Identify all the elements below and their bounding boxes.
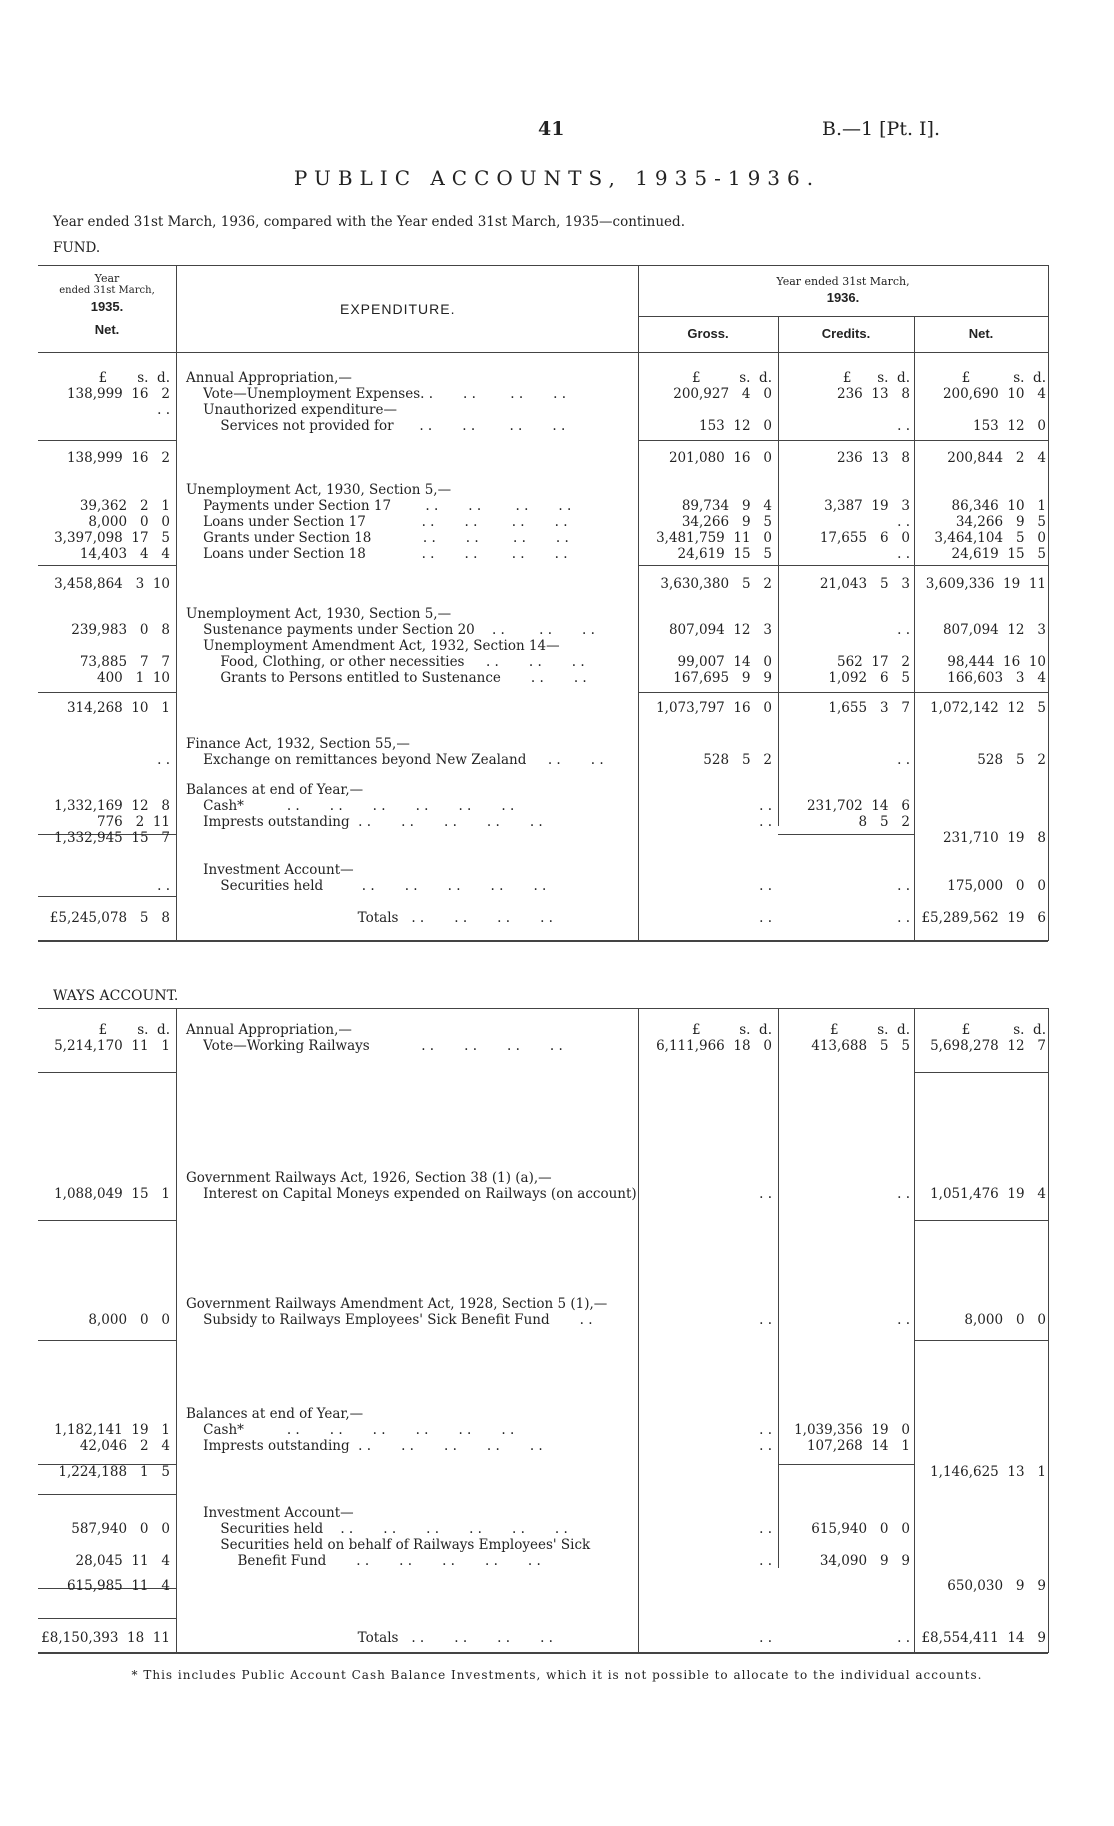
prev-year-net-cell: 1,332,945 15 7 xyxy=(54,830,170,846)
credits-cell: . . xyxy=(897,622,910,638)
credits-cell: 562 17 2 xyxy=(837,654,910,670)
net-cell xyxy=(918,638,1046,654)
ways-section-rule xyxy=(914,1072,1048,1073)
net-cell xyxy=(918,814,1046,830)
prev-year-net-cell: £ s. d. xyxy=(98,1022,170,1038)
gross-cell xyxy=(640,862,772,878)
credits-cell: 21,043 5 3 xyxy=(819,576,910,592)
expenditure-item: Grants to Persons entitled to Sustenance . . . . xyxy=(186,670,587,686)
prev-year-net-cell: 239,983 0 8 xyxy=(71,622,170,638)
expenditure-item: Unemployment Act, 1930, Section 5,— xyxy=(186,482,452,498)
credits-cell: 3,387 19 3 xyxy=(824,498,910,514)
fund-total-rule xyxy=(38,896,176,897)
credits-cell xyxy=(782,736,910,752)
credits-cell: 236 13 8 xyxy=(837,386,910,402)
gross-cell xyxy=(640,1505,772,1521)
credits-cell: 413,688 5 5 xyxy=(811,1038,910,1054)
net-cell: 807,094 12 3 xyxy=(942,622,1046,638)
expenditure-item: Imprests outstanding . . . . . . . . . . xyxy=(186,814,543,830)
header-net: Net. xyxy=(968,326,994,341)
expenditure-item: Government Railways Act, 1926, Section 38 (1) (a),— xyxy=(186,1170,552,1186)
gross-cell xyxy=(640,1537,772,1553)
prev-year-net-cell: 8,000 0 0 xyxy=(88,1312,170,1328)
prev-year-net-cell xyxy=(40,418,170,434)
ways-col-rule xyxy=(638,1008,639,1653)
net-cell: 200,844 2 4 xyxy=(947,450,1046,466)
net-cell: 34,266 9 5 xyxy=(955,514,1046,530)
net-cell xyxy=(918,1553,1046,1569)
gross-cell: 528 5 2 xyxy=(703,752,772,768)
expenditure-item: Securities held . . . . . . . . . . . . xyxy=(186,1521,568,1537)
net-cell: £ s. d. xyxy=(961,1022,1046,1038)
prev-year-net-cell xyxy=(40,1505,170,1521)
ways-col-rule xyxy=(778,1008,779,1568)
gross-cell xyxy=(640,782,772,798)
ways-label: WAYS ACCOUNT. xyxy=(53,988,179,1004)
net-cell xyxy=(918,736,1046,752)
expenditure-item: Unauthorized expenditure— xyxy=(186,402,397,418)
expenditure-item: Vote—Working Railways . . . . . . . . xyxy=(186,1038,563,1054)
net-cell xyxy=(918,862,1046,878)
net-cell: 5,698,278 12 7 xyxy=(930,1038,1046,1054)
gross-cell: £ s. d. xyxy=(692,370,772,386)
credits-cell: £ s. d. xyxy=(830,1022,910,1038)
credits-cell: 107,268 14 1 xyxy=(806,1438,910,1454)
expenditure-item: Investment Account— xyxy=(186,862,354,878)
net-cell xyxy=(918,1521,1046,1537)
net-cell xyxy=(918,1537,1046,1553)
credits-cell: 34,090 9 9 xyxy=(819,1553,910,1569)
fund-col-rule xyxy=(914,316,915,941)
gross-cell xyxy=(640,1406,772,1422)
footnote: * This includes Public Account Cash Balance Investments, which it is not possible to allocate to the individual accounts. xyxy=(131,1668,983,1682)
fund-subtotal-rule xyxy=(638,565,1048,566)
expenditure-item: Interest on Capital Moneys expended on Railways (on account) xyxy=(186,1186,637,1202)
gross-cell: . . xyxy=(759,1438,772,1454)
net-cell: 200,690 10 4 xyxy=(942,386,1046,402)
fund-subtotal-rule xyxy=(638,692,1048,693)
prev-year-net-cell xyxy=(40,638,170,654)
credits-cell: . . xyxy=(897,418,910,434)
ways-section-rule xyxy=(38,1220,176,1221)
net-cell: £8,554,411 14 9 xyxy=(921,1630,1046,1646)
gross-cell: 1,073,797 16 0 xyxy=(656,700,772,716)
expenditure-item: Totals . . . . . . . . xyxy=(186,1630,553,1646)
expenditure-item: Balances at end of Year,— xyxy=(186,1406,364,1422)
expenditure-item: Securities held on behalf of Railways Employees' Sick xyxy=(186,1537,591,1553)
credits-cell: . . xyxy=(897,752,910,768)
credits-cell xyxy=(782,482,910,498)
credits-cell: . . xyxy=(897,546,910,562)
expenditure-item: Services not provided for . . . . . . . . xyxy=(186,418,566,434)
prev-year-net-cell xyxy=(40,482,170,498)
credits-cell: . . xyxy=(897,878,910,894)
fund-col-rule xyxy=(778,316,779,826)
fund-col-rule xyxy=(1048,265,1049,941)
expenditure-item: Payments under Section 17 . . . . . . . . xyxy=(186,498,572,514)
prev-year-net-cell: 314,268 10 1 xyxy=(66,700,170,716)
ways-top-rule xyxy=(38,1008,1048,1009)
net-cell: £ s. d. xyxy=(961,370,1046,386)
gross-cell xyxy=(640,736,772,752)
prev-year-net-cell xyxy=(40,1170,170,1186)
gross-cell xyxy=(640,1464,772,1480)
prev-year-net-cell: £5,245,078 5 8 xyxy=(49,910,170,926)
fund-col-rule xyxy=(176,265,177,941)
credits-cell xyxy=(782,830,910,846)
gross-cell: 200,927 4 0 xyxy=(673,386,772,402)
net-cell xyxy=(918,1170,1046,1186)
fund-subtotal-rule xyxy=(638,440,1048,441)
fund-top-rule xyxy=(38,265,1048,266)
gross-cell xyxy=(640,1296,772,1312)
net-cell xyxy=(918,1296,1046,1312)
gross-cell: 3,630,380 5 2 xyxy=(660,576,772,592)
ways-section-rule xyxy=(38,1072,176,1073)
net-cell: 175,000 0 0 xyxy=(947,878,1046,894)
net-cell xyxy=(918,782,1046,798)
net-cell: 1,072,142 12 5 xyxy=(930,700,1046,716)
credits-cell: . . xyxy=(897,910,910,926)
net-cell: 3,609,336 19 11 xyxy=(925,576,1046,592)
gross-cell: 89,734 9 4 xyxy=(681,498,772,514)
net-cell xyxy=(918,1406,1046,1422)
prev-year-net-cell: 138,999 16 2 xyxy=(66,450,170,466)
credits-cell: . . xyxy=(897,1186,910,1202)
gross-cell: 6,111,966 18 0 xyxy=(656,1038,772,1054)
gross-cell xyxy=(640,402,772,418)
expenditure-item: Loans under Section 18 . . . . . . . . xyxy=(186,546,568,562)
net-cell: 24,619 15 5 xyxy=(951,546,1046,562)
credits-cell: 1,655 3 7 xyxy=(828,700,910,716)
expenditure-item: Food, Clothing, or other necessities . . . . . . xyxy=(186,654,585,670)
header-cur-year-date: 1936. xyxy=(826,290,860,305)
gross-cell xyxy=(640,606,772,622)
net-cell: 86,346 10 1 xyxy=(951,498,1046,514)
gross-cell xyxy=(640,638,772,654)
gross-cell xyxy=(640,830,772,846)
credits-cell xyxy=(782,638,910,654)
net-cell: 8,000 0 0 xyxy=(964,1312,1046,1328)
credits-cell xyxy=(782,1537,910,1553)
net-cell xyxy=(918,1505,1046,1521)
net-cell: 3,464,104 5 0 xyxy=(934,530,1046,546)
fund-subtotal-rule xyxy=(38,440,176,441)
gross-cell: 153 12 0 xyxy=(699,418,772,434)
gross-cell: 34,266 9 5 xyxy=(681,514,772,530)
net-cell: £5,289,562 19 6 xyxy=(921,910,1046,926)
credits-cell xyxy=(782,402,910,418)
prev-year-net-cell: 1,224,188 1 5 xyxy=(58,1464,170,1480)
prev-year-net-cell: £8,150,393 18 11 xyxy=(41,1630,170,1646)
prev-year-net-cell: 3,397,098 17 5 xyxy=(54,530,170,546)
credits-cell xyxy=(782,862,910,878)
net-cell: 231,710 19 8 xyxy=(942,830,1046,846)
net-cell: 166,603 3 4 xyxy=(947,670,1046,686)
credits-cell xyxy=(782,1464,910,1480)
expenditure-item: Grants under Section 18 . . . . . . . . xyxy=(186,530,569,546)
gross-cell xyxy=(640,1578,772,1594)
ways-col-rule xyxy=(1048,1008,1049,1653)
gross-cell xyxy=(640,482,772,498)
prev-year-net-cell: 73,885 7 7 xyxy=(79,654,170,670)
credits-cell: . . xyxy=(897,1312,910,1328)
prev-year-net-cell xyxy=(40,606,170,622)
gross-cell: . . xyxy=(759,1521,772,1537)
gross-cell: 24,619 15 5 xyxy=(677,546,772,562)
gross-cell: . . xyxy=(759,798,772,814)
net-cell: 650,030 9 9 xyxy=(947,1578,1046,1594)
prev-year-net-cell: 5,214,170 11 1 xyxy=(54,1038,170,1054)
prev-year-net-cell: . . xyxy=(157,878,170,894)
net-cell xyxy=(918,798,1046,814)
prev-year-net-cell: £ s. d. xyxy=(98,370,170,386)
prev-year-net-cell: 1,182,141 19 1 xyxy=(54,1422,170,1438)
gross-cell: . . xyxy=(759,814,772,830)
net-cell: 1,051,476 19 4 xyxy=(930,1186,1046,1202)
ways-section-rule xyxy=(914,1340,1048,1341)
header-credits: Credits. xyxy=(821,326,871,341)
credits-cell: 1,039,356 19 0 xyxy=(794,1422,910,1438)
fund-header-rule xyxy=(38,352,1048,353)
expenditure-item: Exchange on remittances beyond New Zealand . . . . xyxy=(186,752,604,768)
expenditure-item: Benefit Fund . . . . . . . . . . xyxy=(186,1553,541,1569)
fund-subheader-rule xyxy=(638,316,1048,317)
page-title: PUBLIC ACCOUNTS, 1935-1936. xyxy=(293,166,821,190)
expenditure-item: Annual Appropriation,— xyxy=(186,1022,352,1038)
prev-year-net-cell: 1,332,169 12 8 xyxy=(54,798,170,814)
ways-section-rule xyxy=(914,1220,1048,1221)
ways-col-rule xyxy=(176,1008,177,1653)
credits-cell: 231,702 14 6 xyxy=(806,798,910,814)
gross-cell: £ s. d. xyxy=(692,1022,772,1038)
credits-cell: £ s. d. xyxy=(842,370,910,386)
header-prev-year-date: 1935. xyxy=(90,299,124,314)
prev-year-net-cell xyxy=(40,1296,170,1312)
gross-cell: 201,080 16 0 xyxy=(668,450,772,466)
net-cell: 528 5 2 xyxy=(977,752,1046,768)
net-cell xyxy=(918,482,1046,498)
header-gross: Gross. xyxy=(687,326,729,341)
header-cur-year: Year ended 31st March, xyxy=(776,275,910,288)
net-cell xyxy=(918,1422,1046,1438)
prev-year-net-cell: 138,999 16 2 xyxy=(66,386,170,402)
prev-year-net-cell xyxy=(40,1406,170,1422)
page-reference: B.—1 [Pt. I]. xyxy=(822,118,940,140)
net-cell xyxy=(918,402,1046,418)
fund-bottom-rule xyxy=(38,940,1048,942)
expenditure-item: Government Railways Amendment Act, 1928, Section 5 (1),— xyxy=(186,1296,608,1312)
ways-subtotal-rule xyxy=(38,1494,176,1495)
header-prev-year: Year xyxy=(94,272,120,285)
net-cell: 1,146,625 13 1 xyxy=(930,1464,1046,1480)
ways-col-rule xyxy=(914,1008,915,1653)
prev-year-net-cell: 776 2 11 xyxy=(97,814,170,830)
expenditure-item: Unemployment Act, 1930, Section 5,— xyxy=(186,606,452,622)
credits-cell: . . xyxy=(897,1630,910,1646)
prev-year-net-cell: . . xyxy=(157,402,170,418)
gross-cell: . . xyxy=(759,1553,772,1569)
prev-year-net-cell: 587,940 0 0 xyxy=(71,1521,170,1537)
header-expenditure: EXPENDITURE. xyxy=(340,301,456,317)
credits-cell: . . xyxy=(897,514,910,530)
prev-year-net-cell xyxy=(40,862,170,878)
prev-year-net-cell: 615,985 11 4 xyxy=(66,1578,170,1594)
expenditure-item: Imprests outstanding . . . . . . . . . . xyxy=(186,1438,543,1454)
expenditure-item: Securities held . . . . . . . . . . xyxy=(186,878,547,894)
prev-year-net-cell: 42,046 2 4 xyxy=(79,1438,170,1454)
expenditure-item: Cash* . . . . . . . . . . . . xyxy=(186,1422,515,1438)
expenditure-item: Finance Act, 1932, Section 55,— xyxy=(186,736,410,752)
credits-cell xyxy=(782,782,910,798)
prev-year-net-cell: 28,045 11 4 xyxy=(75,1553,170,1569)
prev-year-net-cell: 39,362 2 1 xyxy=(79,498,170,514)
net-cell xyxy=(918,1438,1046,1454)
gross-cell: 807,094 12 3 xyxy=(668,622,772,638)
credits-cell: 17,655 6 0 xyxy=(819,530,910,546)
credits-cell xyxy=(782,1578,910,1594)
header-prev-year-ended: ended 31st March, xyxy=(59,285,155,296)
gross-cell: . . xyxy=(759,1312,772,1328)
prev-year-net-cell: 1,088,049 15 1 xyxy=(54,1186,170,1202)
expenditure-item: Totals . . . . . . . . xyxy=(186,910,553,926)
credits-cell: 8 5 2 xyxy=(858,814,910,830)
page-number: 41 xyxy=(538,118,565,140)
gross-cell: . . xyxy=(759,1630,772,1646)
prev-year-net-cell xyxy=(40,736,170,752)
prev-year-net-cell xyxy=(40,782,170,798)
prev-year-net-cell: 8,000 0 0 xyxy=(88,514,170,530)
prev-year-net-cell: 400 1 10 xyxy=(97,670,170,686)
fund-col-rule xyxy=(638,265,639,941)
fund-subtotal-rule xyxy=(38,692,176,693)
gross-cell: 3,481,759 11 0 xyxy=(656,530,772,546)
fund-label: FUND. xyxy=(53,240,101,256)
expenditure-item: Cash* . . . . . . . . . . . . xyxy=(186,798,515,814)
ways-subtotal-rule xyxy=(38,1618,176,1619)
credits-cell: 1,092 6 5 xyxy=(828,670,910,686)
gross-cell xyxy=(640,1170,772,1186)
expenditure-item: Balances at end of Year,— xyxy=(186,782,364,798)
prev-year-net-cell xyxy=(40,1537,170,1553)
prev-year-net-cell: 14,403 4 4 xyxy=(79,546,170,562)
gross-cell: 99,007 14 0 xyxy=(677,654,772,670)
credits-cell xyxy=(782,1505,910,1521)
net-cell: 153 12 0 xyxy=(973,418,1046,434)
expenditure-item: Loans under Section 17 . . . . . . . . xyxy=(186,514,568,530)
credits-cell xyxy=(782,1406,910,1422)
expenditure-item: Unemployment Amendment Act, 1932, Section 14— xyxy=(186,638,560,654)
credits-cell xyxy=(782,1296,910,1312)
credits-cell: 236 13 8 xyxy=(837,450,910,466)
prev-year-net-cell: 3,458,864 3 10 xyxy=(54,576,170,592)
gross-cell: . . xyxy=(759,1186,772,1202)
net-cell: 98,444 16 10 xyxy=(947,654,1046,670)
gross-cell: . . xyxy=(759,878,772,894)
page-subtitle: Year ended 31st March, 1936, compared with the Year ended 31st March, 1935—continued. xyxy=(53,214,685,230)
prev-year-net-cell: . . xyxy=(157,752,170,768)
fund-subtotal-rule xyxy=(38,565,176,566)
gross-cell: . . xyxy=(759,910,772,926)
expenditure-item: Investment Account— xyxy=(186,1505,354,1521)
credits-cell xyxy=(782,606,910,622)
net-cell xyxy=(918,606,1046,622)
credits-cell: 615,940 0 0 xyxy=(811,1521,910,1537)
expenditure-item: Sustenance payments under Section 20 . . . . . . xyxy=(186,622,595,638)
expenditure-item: Subsidy to Railways Employees' Sick Benefit Fund . . xyxy=(186,1312,593,1328)
header-prev-year-net: Net. xyxy=(94,322,120,337)
gross-cell: . . xyxy=(759,1422,772,1438)
expenditure-item: Annual Appropriation,— xyxy=(186,370,352,386)
ways-section-rule xyxy=(38,1340,176,1341)
expenditure-item: Vote—Unemployment Expenses. . . . . . . . xyxy=(186,386,567,402)
credits-cell xyxy=(782,1170,910,1186)
ways-bottom-rule xyxy=(38,1652,1048,1654)
gross-cell: 167,695 9 9 xyxy=(673,670,772,686)
